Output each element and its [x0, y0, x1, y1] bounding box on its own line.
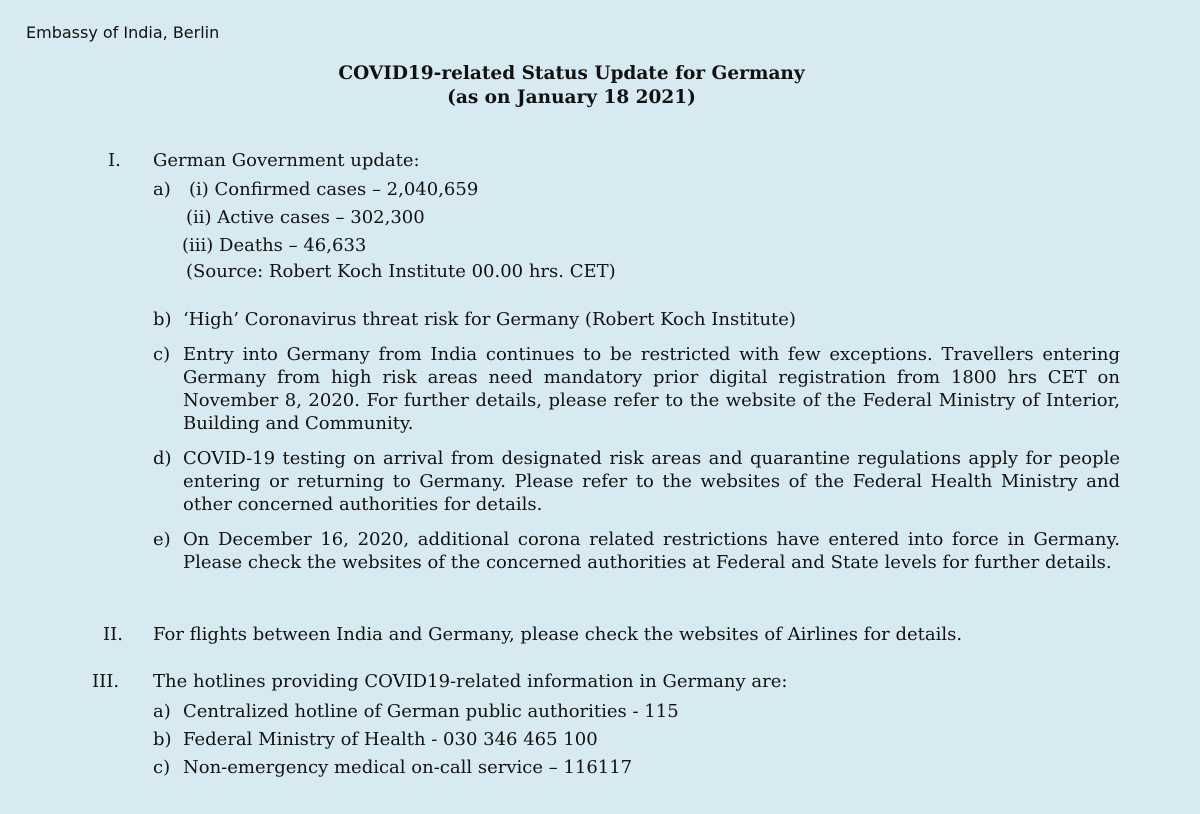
- data-source: (Source: Robert Koch Institute 00.00 hrs. CET): [186, 261, 616, 282]
- document-title: [0, 62, 1143, 110]
- title-line-1: COVID19-related Status Update for Germany: [338, 63, 805, 84]
- testing-text: COVID-19 testing on arrival from designated risk areas and quarantine regulations apply for people entering or returning to Germany. Please refer to the websites of the Federal Health Ministry and other concerned authorities for details.: [183, 448, 1120, 515]
- hotline-a-letter: a): [153, 701, 171, 722]
- hotline-item: Centralized hotline of German public authorities - 115: [183, 701, 679, 722]
- hotline-item: Federal Ministry of Health - 030 346 465 100: [183, 729, 598, 750]
- confirmed-cases: (i) Confirmed cases – 2,040,659: [189, 179, 479, 200]
- section-1-heading: German Government update:: [153, 150, 420, 171]
- item-c-letter: c): [153, 344, 171, 365]
- entry-restriction-text: Entry into Germany from India continues to be restricted with few exceptions. Travellers entering Germany from high risk areas need mandatory prior digital registration from 1800 hrs CET on November 8, 2020. For further details, please refer to the website of the Federal Ministry of Interior, Building and Community.: [183, 344, 1120, 434]
- section-numeral-1: I.: [108, 150, 121, 171]
- flights-text: For flights between India and Germany, please check the websites of Airlines for details.: [153, 624, 963, 645]
- section-numeral-3: III.: [92, 671, 120, 692]
- hotlines-heading: The hotlines providing COVID19-related information in Germany are:: [153, 671, 788, 692]
- hotline-c-letter: c): [153, 757, 171, 778]
- title-line-2: (as on January 18 2021): [447, 87, 696, 108]
- section-numeral-2: II.: [103, 624, 123, 645]
- item-b-letter: b): [153, 309, 172, 330]
- active-cases: (ii) Active cases – 302,300: [186, 207, 425, 228]
- item-d-letter: d): [153, 448, 172, 469]
- item-e-letter: e): [153, 529, 171, 550]
- embassy-name: Embassy of India, Berlin: [26, 23, 220, 42]
- hotline-item: Non-emergency medical on-call service – 116117: [183, 757, 633, 778]
- restrictions-text: On December 16, 2020, additional corona related restrictions have entered into force in Germany. Please check the websites of the concerned authorities at Federal and State levels for further details.: [183, 529, 1120, 573]
- deaths: (iii) Deaths – 46,633: [182, 235, 367, 256]
- hotline-b-letter: b): [153, 729, 172, 750]
- threat-risk-text: ‘High’ Coronavirus threat risk for Germany (Robert Koch Institute): [183, 309, 796, 330]
- item-a-letter: a): [153, 179, 171, 200]
